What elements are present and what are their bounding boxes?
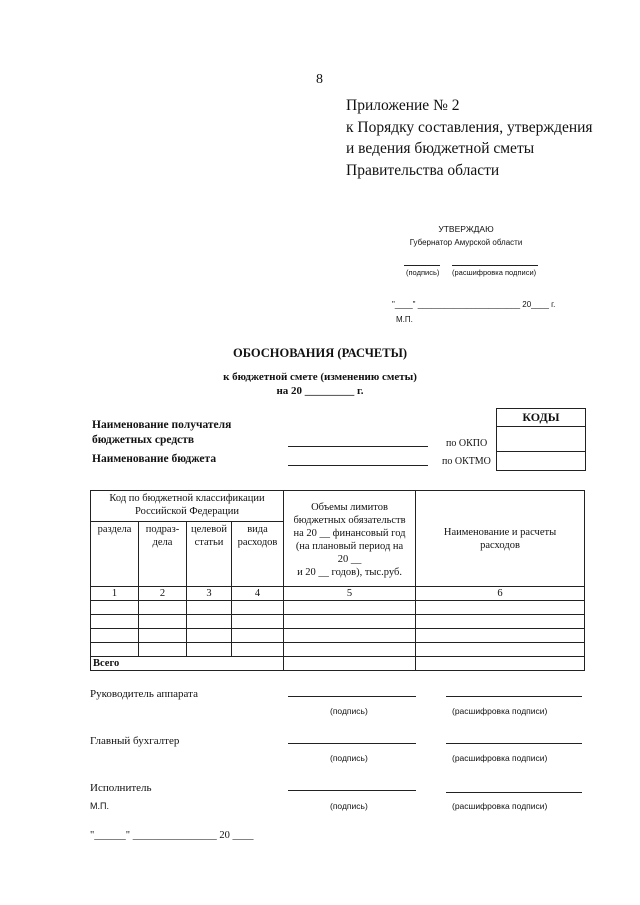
volume-header	[284, 491, 416, 587]
volume-header-line-3: на 20 __ финансовый год	[293, 528, 406, 539]
name-header	[416, 491, 585, 587]
budget-line	[288, 465, 428, 466]
appendix-block	[346, 95, 593, 181]
col-target-header	[187, 522, 232, 587]
head-decode-caption: (расшифровка подписи)	[452, 706, 548, 716]
volume-header-line-5: 20 __	[337, 554, 362, 565]
table-row[interactable]	[91, 601, 585, 615]
total-volume-cell[interactable]	[284, 657, 416, 671]
col-section-header	[91, 522, 139, 587]
approval-decode-caption: (расшифровка подписи)	[452, 268, 537, 277]
codes-header: КОДЫ	[497, 409, 585, 427]
volume-header-line-4: (на плановый период на	[295, 541, 404, 552]
table-cell[interactable]	[416, 615, 585, 629]
approval-stamp: М.П.	[396, 315, 413, 324]
recipient-line	[288, 446, 428, 447]
calculation-table	[90, 490, 585, 671]
col-subsection-line-1: подраз-	[145, 524, 180, 535]
approval-block	[376, 224, 556, 247]
approval-position: Губернатор Амурской области	[409, 238, 523, 247]
budget-label: Наименование бюджета	[92, 453, 217, 465]
table-cell[interactable]	[284, 615, 416, 629]
appendix-line-4: Правительства области	[346, 161, 500, 179]
page-number: 8	[316, 72, 323, 87]
table-cell[interactable]	[416, 601, 585, 615]
okpo-code-cell[interactable]	[497, 427, 585, 452]
total-row	[91, 657, 585, 671]
col-number-5: 5	[284, 587, 416, 601]
oktmo-code-cell[interactable]	[497, 452, 585, 470]
table-row[interactable]	[91, 643, 585, 657]
head-label: Руководитель аппарата	[90, 688, 198, 700]
accountant-label: Главный бухгалтер	[90, 735, 180, 747]
table-cell[interactable]	[232, 643, 284, 657]
executor-sign-caption: (подпись)	[330, 801, 368, 811]
table-row[interactable]	[91, 615, 585, 629]
okpo-label: по ОКПО	[446, 438, 488, 449]
table-cell[interactable]	[187, 615, 232, 629]
col-number-3: 3	[187, 587, 232, 601]
col-type-line-2: расходов	[237, 537, 278, 548]
approval-sign-caption: (подпись)	[406, 268, 440, 277]
table-cell[interactable]	[139, 643, 187, 657]
col-section-text: раздела	[97, 524, 132, 535]
table-cell[interactable]	[284, 629, 416, 643]
approval-date-line: "____" _______________________ 20____ г.	[392, 300, 556, 309]
accountant-sign-caption: (подпись)	[330, 753, 368, 763]
col-subsection-header	[139, 522, 187, 587]
table-row[interactable]	[91, 629, 585, 643]
document-subtitle: к бюджетной смете (изменению сметы)	[223, 371, 417, 383]
recipient-label-line-1: Наименование получателя	[92, 419, 232, 431]
table-cell[interactable]	[187, 629, 232, 643]
bottom-date-line: "______" ________________ 20 ____	[90, 830, 254, 841]
table-cell[interactable]	[284, 643, 416, 657]
bcc-header-line-2: Российской Федерации	[135, 506, 239, 517]
total-label: Всего	[91, 657, 284, 671]
volume-header-line-2: бюджетных обязательств	[293, 515, 406, 526]
volume-header-line-1: Объемы лимитов	[311, 502, 388, 513]
recipient-label	[92, 418, 231, 448]
head-sign-line	[288, 696, 416, 697]
table-cell[interactable]	[139, 601, 187, 615]
appendix-line-3: и ведения бюджетной сметы	[346, 140, 535, 157]
executor-decode-line	[446, 792, 582, 793]
approval-sign-line	[404, 265, 440, 266]
col-number-1: 1	[91, 587, 139, 601]
total-name-cell[interactable]	[416, 657, 585, 671]
table-cell[interactable]	[232, 615, 284, 629]
table-cell[interactable]	[284, 601, 416, 615]
table-cell[interactable]	[91, 615, 139, 629]
table-cell[interactable]	[91, 643, 139, 657]
table-cell[interactable]	[416, 629, 585, 643]
table-cell[interactable]	[187, 601, 232, 615]
col-type-header	[232, 522, 284, 587]
appendix-line-2: к Порядку составления, утверждения	[346, 118, 593, 136]
accountant-decode-line	[446, 743, 582, 744]
table-cell[interactable]	[139, 629, 187, 643]
document-on-date: на 20 _________ г.	[276, 385, 364, 397]
bcc-header-line-1: Код по бюджетной классификации	[109, 493, 265, 504]
head-decode-line	[446, 696, 582, 697]
col-number-2: 2	[139, 587, 187, 601]
name-header-line-2: расходов	[480, 539, 520, 551]
document-subtitle-block	[0, 370, 640, 398]
table-cell[interactable]	[91, 601, 139, 615]
table-cell[interactable]	[139, 615, 187, 629]
column-numbers-row	[91, 587, 585, 601]
executor-sign-line	[288, 790, 416, 791]
col-subsection-line-2: дела	[152, 537, 173, 548]
accountant-sign-line	[288, 743, 416, 744]
head-sign-caption: (подпись)	[330, 706, 368, 716]
accountant-decode-caption: (расшифровка подписи)	[452, 753, 548, 763]
table-cell[interactable]	[232, 601, 284, 615]
col-target-line-2: статьи	[194, 537, 224, 548]
document-title: ОБОСНОВАНИЯ (РАСЧЕТЫ)	[232, 346, 408, 360]
executor-stamp: М.П.	[90, 801, 109, 811]
approval-title: УТВЕРЖДАЮ	[438, 224, 494, 234]
table-cell[interactable]	[187, 643, 232, 657]
table-cell[interactable]	[232, 629, 284, 643]
appendix-line-1: Приложение № 2	[346, 97, 460, 114]
col-number-6: 6	[416, 587, 585, 601]
col-type-line-1: вида	[247, 524, 268, 535]
bcc-group-header	[91, 491, 284, 522]
approval-decode-line	[452, 265, 538, 266]
table-cell[interactable]	[91, 629, 139, 643]
volume-header-line-6: и 20 __ годов), тыс.руб.	[297, 567, 402, 578]
recipient-label-line-2: бюджетных средств	[92, 434, 195, 446]
executor-label: Исполнитель	[90, 782, 152, 794]
name-header-line-1: Наименование и расчеты	[443, 526, 557, 538]
table-cell[interactable]	[416, 643, 585, 657]
col-number-4: 4	[232, 587, 284, 601]
col-target-line-1: целевой	[191, 524, 227, 535]
oktmo-label: по ОКТМО	[442, 456, 491, 467]
codes-box	[496, 408, 586, 471]
executor-decode-caption: (расшифровка подписи)	[452, 801, 548, 811]
